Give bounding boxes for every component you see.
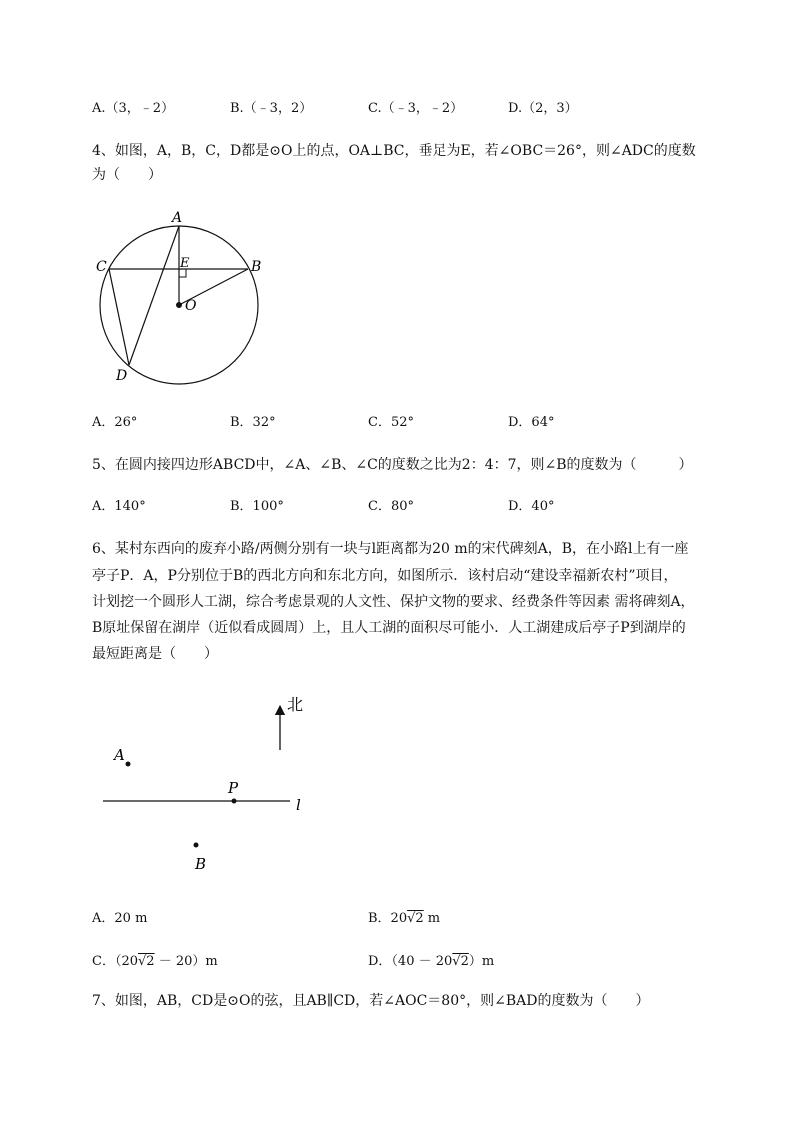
label-north: 北 — [287, 695, 304, 714]
q6-option-c-suffix: － 20）m — [154, 954, 218, 969]
q5-stem: 5、在圆内接四边形ABCD中，∠A、∠B、∠C的度数之比为2：4：7，则∠B的度数为（ ） — [92, 457, 693, 473]
label-e: E — [180, 256, 190, 271]
point-b — [194, 843, 199, 848]
q4-option-b: B．32° — [230, 415, 276, 430]
label-l: l — [296, 796, 301, 814]
q6-option-b — [368, 910, 440, 928]
label-a: A — [172, 210, 183, 226]
q4-option-d: D．64° — [508, 415, 555, 430]
q6-option-d — [368, 953, 494, 971]
center-point — [176, 302, 182, 308]
point-p — [232, 799, 237, 804]
label-p: P — [228, 779, 239, 797]
q6-stem-line3: 计划挖一个圆形人工湖，综合考虑景观的人文性、保护文物的要求、经费条件等因素 需将碑刻A， — [92, 594, 695, 610]
label-o: O — [185, 298, 197, 314]
q3-option-c: C.（﹣3，﹣2） — [368, 101, 464, 116]
label-d: D — [116, 368, 128, 384]
q3-option-a: A.（3，﹣2） — [92, 101, 175, 116]
label-b: B — [195, 855, 207, 873]
q6-option-d-radical: √2 — [452, 954, 469, 969]
label-c: C — [96, 259, 107, 275]
q6-option-d-prefix: D．（40 － 20 — [368, 954, 453, 969]
point-a — [126, 762, 131, 767]
q5-option-c: C．80° — [368, 499, 414, 514]
q6-option-b-prefix: B．20 — [368, 911, 408, 926]
q6-stem-line2: 亭子P．A，P分别位于B的西北方向和东北方向，如图所示．该村启动“建设幸福新农村”项目， — [92, 568, 678, 584]
q6-option-c-prefix: C．（20 — [92, 954, 138, 969]
q3-option-b: B.（﹣3，2） — [230, 101, 313, 116]
q6-stem-line4: B原址保留在湖岸（近似看成圆周）上，且人工湖的面积尽可能小．人工湖建成后亭子P到湖岸的 — [92, 620, 686, 636]
q6-stem-line5: 最短距离是（ ） — [92, 646, 218, 662]
chord-ad — [129, 226, 179, 365]
q6-option-c — [92, 953, 218, 971]
q5-option-a: A．140° — [92, 499, 146, 514]
q4-circle-figure — [90, 205, 280, 395]
q6-option-d-suffix: ）m — [468, 954, 495, 969]
q7-stem: 7、如图，AB，CD是⊙O的弦，且AB∥CD，若∠AOC＝80°，则∠BAD的度数为（ ） — [92, 993, 650, 1009]
q6-map-figure — [100, 690, 320, 880]
q4-stem-line1: 4、如图，A，B，C，D都是⊙O上的点，OA⊥BC，垂足为E，若∠OBC＝26°，则∠ADC的度数 — [92, 143, 696, 159]
q6-option-b-suffix: m — [423, 911, 441, 926]
q5-option-d: D．40° — [508, 499, 555, 514]
label-b: B — [251, 259, 262, 275]
q6-stem-line1: 6、某村东西向的废弃小路/两侧分别有一块与l距离都为20 m的宋代碑刻A，B，在小路l上有一座 — [92, 541, 689, 557]
q5-option-b: B．100° — [230, 499, 284, 514]
q6-option-a: A．20 m — [92, 911, 148, 926]
q6-option-b-radical: √2 — [407, 911, 424, 926]
label-a: A — [114, 746, 125, 764]
q3-option-d: D.（2，3） — [508, 101, 578, 116]
q4-stem-line2: 为（ ） — [92, 167, 162, 183]
q6-option-c-radical: √2 — [138, 954, 155, 969]
q4-option-c: C．52° — [368, 415, 414, 430]
q4-option-a: A．26° — [92, 415, 138, 430]
chord-cd — [109, 269, 129, 365]
